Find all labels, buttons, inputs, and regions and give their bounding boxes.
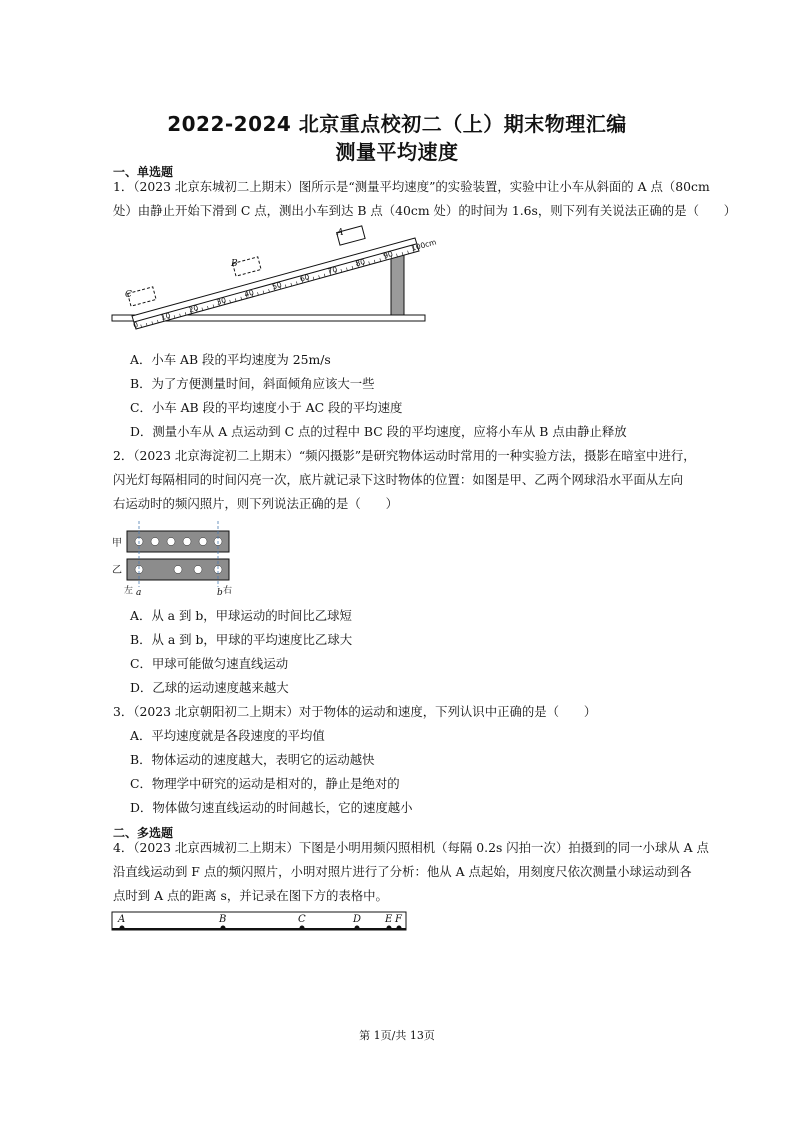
point-label-c: C [298,914,306,925]
q1-option-a: A．小车 AB 段的平均速度为 25m/s [130,352,331,367]
mark-b: b [217,588,223,598]
q3-option-b: B．物体运动的速度越大，表明它的运动越快 [130,752,375,767]
q1-stem-line2: 处）由静止开始下滑到 C 点，测出小车到达 B 点（40cm 处）的时间为 1.6s，则下列有关说法正确的是（ ） [113,203,737,218]
row-label-yi: 乙 [112,565,122,576]
q1-stem-line1: 1．（2023 北京东城初二上期末）图所示是“测量平均速度”的实验装置，实验中让小车从斜面的 A 点（80cm [113,179,710,194]
q3-option-c: C．物理学中研究的运动是相对的，静止是绝对的 [130,776,400,791]
track-frame [112,912,406,930]
section-single-choice: 一、单选题 [113,165,174,179]
jia-ball [183,538,191,546]
ruler-tick-label: 100cm [410,237,438,253]
mark-a: a [136,588,142,598]
label-a: A [337,228,344,238]
q2-stem-line3: 右运动时的频闪照片，则下列说法正确的是（ ） [113,496,398,511]
ruler-tick-label: 20 [187,303,200,315]
q4-stem-line3: 点时到 A 点的距离 s，并记录在图下方的表格中。 [113,888,388,903]
q4-stem-line1: 4．（2023 北京西城初二上期末）下图是小明用频闪照相机（每隔 0.2s 闪拍一次）拍摄到的同一小球从 A 点 [113,840,709,855]
jia-ball [167,538,175,546]
label-c: C [125,290,132,300]
q2-option-c: C．甲球可能做匀速直线运动 [130,656,289,671]
q1-option-b: B．为了方便测量时间，斜面倾角应该大一些 [130,376,375,391]
point-label-f: F [395,914,402,925]
jia-ball [151,538,159,546]
section-multi-choice: 二、多选题 [113,826,174,840]
ruler-tick-label: 50 [271,280,283,292]
q4-stem-line2: 沿直线运动到 F 点的频闪照片，小明对照片进行了分析：他从 A 点起始，用刻度尺依次测量小球运动到各 [113,864,692,879]
point-label-b: B [219,914,227,925]
incline-apparatus-figure [108,226,438,334]
q2-stem-line2: 闪光灯每隔相同的时间闪亮一次，底片就记录下这时物体的位置：如图是甲、乙两个网球沿水平面从左向 [113,472,683,487]
ruler-tick-label: 60 [298,272,311,284]
ball-e [387,926,392,931]
ruler-tick-label: 80 [354,257,367,269]
ruler-tick-label: 10 [159,311,172,323]
q2-option-b: B．从 a 到 b，甲球的平均速度比乙球大 [130,632,353,647]
point-label-d: D [353,914,362,925]
q3-option-a: A．平均速度就是各段速度的平均值 [130,728,325,743]
cart-c-dashed [128,287,156,306]
row-label-jia: 甲 [112,538,122,549]
right-label: 右 [223,586,233,596]
page-title: 2022-2024 北京重点校初二（上）期末物理汇编 [167,112,627,136]
ruler-tick-label: 0 [132,319,140,330]
q3-option-d: D．物体做匀速直线运动的时间越长，它的速度越小 [130,800,413,815]
q2-option-d: D．乙球的运动速度越来越大 [130,680,289,695]
q2-option-a: A．从 a 到 b，甲球运动的时间比乙球短 [130,608,352,623]
yi-ball [174,566,182,574]
support-post [391,253,404,315]
ruler-tick-label: 40 [243,287,255,300]
ruler-tick-label: 70 [326,264,339,277]
q1-option-d: D．测量小车从 A 点运动到 C 点的过程中 BC 段的平均速度，应将小车从 B 点由静止释放 [130,424,627,439]
jia-ball [199,538,207,546]
left-label: 左 [124,586,134,596]
q2-stem-line1: 2．（2023 北京海淀初二上期末）“频闪摄影”是研究物体运动时常用的一种实验方法，摄影在暗室中进行， [113,448,696,463]
q1-option-c: C．小车 AB 段的平均速度小于 AC 段的平均速度 [130,400,403,415]
point-label-a: A [118,914,126,925]
ruler-tick-label: 90 [382,249,394,261]
q3-stem: 3．（2023 北京朝阳初二上期末）对于物体的运动和速度，下列认识中正确的是（ ） [113,704,597,719]
page-subtitle: 测量平均速度 [335,140,459,164]
ball-f [397,926,402,931]
ball-a [120,926,125,931]
yi-ball [194,566,202,574]
ball-d [355,926,360,931]
page-footer: 第 1页/共 13页 [359,1029,435,1042]
label-b: B [231,259,238,269]
ball-c [300,926,305,931]
ball-b [221,926,226,931]
point-label-e: E [385,914,393,925]
ball-track-figure [110,910,410,934]
ruler-tick-label: 30 [215,295,228,307]
strobe-photo-figure [110,521,240,599]
